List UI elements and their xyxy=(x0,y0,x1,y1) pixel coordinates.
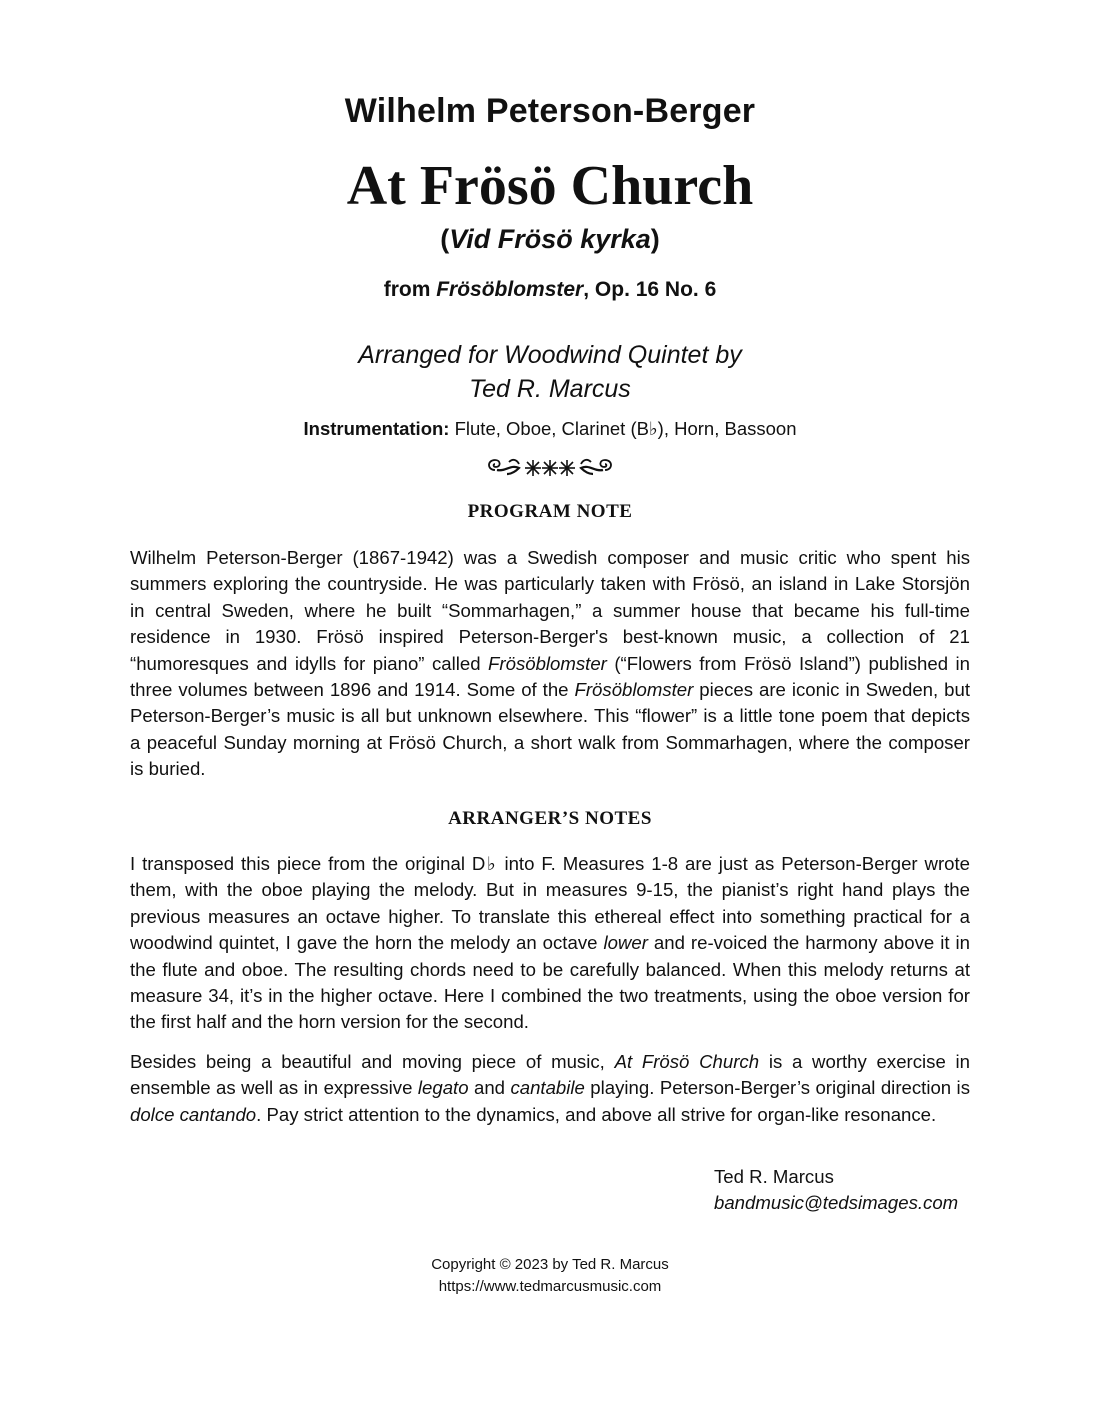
piece-subtitle xyxy=(130,224,970,255)
arrangers-notes-p2-text-4: playing. Peterson-Berger’s original direction is xyxy=(584,1077,970,1099)
arrangers-notes-heading: ARRANGER’S NOTES xyxy=(448,808,652,829)
program-note-heading: PROGRAM NOTE xyxy=(467,501,633,522)
subtitle-close-paren: ) xyxy=(650,224,660,254)
arrangers-notes-text-1: I transposed this piece from the original D♭ into F. Measures 1-8 are just as Peterson-Berger wrote them, with the oboe playing the melody. But in measures 9-15, the pianist’s right hand plays the previous measures an octave higher. To translate this ethereal effect into something practical for a woodwind quintet, I gave the horn the melody an octave xyxy=(130,853,970,954)
program-note-italic-1: Frösöblomster xyxy=(488,652,607,674)
source-prefix: from xyxy=(383,278,437,301)
website-link[interactable]: https://www.tedmarcusmusic.com xyxy=(438,1278,662,1295)
instrumentation-value: Flute, Oboe, Clarinet (B♭), Horn, Bassoon xyxy=(449,418,797,439)
arrangers-notes-text-2: and re-voiced the harmony above it in the flute and oboe. The resulting chords need to be carefully balanced. When this melody returns at measure 34, it’s in the higher octave. Here I combined the two treatments, using the oboe version for the first half and the horn version for the second. xyxy=(130,932,970,1033)
signature-email-link[interactable]: bandmusic@tedsimages.com xyxy=(714,1192,959,1213)
arrangers-notes-p2-text-1: Besides being a beautiful and moving piece of music, xyxy=(130,1051,615,1072)
arranged-line-2: Ted R. Marcus xyxy=(469,375,631,403)
source-opus: , Op. 16 No. 6 xyxy=(583,278,717,301)
arranged-line-1: Arranged for Woodwind Quintet by xyxy=(358,341,742,369)
program-note-italic-2: Frösöblomster xyxy=(574,679,694,701)
arrangers-notes-p2-italic-2: legato xyxy=(417,1077,469,1099)
program-note-text-2: (“Flowers from Frösö Island”) published in three volumes between 1896 and 1914. Some of the xyxy=(130,652,971,701)
source-line xyxy=(130,278,970,302)
source-collection: Frösöblomster xyxy=(436,278,584,301)
instrumentation-label: Instrumentation: xyxy=(303,418,450,439)
arrangers-notes-italic-1: lower xyxy=(603,932,648,954)
signature-name: Ted R. Marcus xyxy=(714,1166,834,1187)
arrangers-notes-paragraph-1 xyxy=(130,851,970,1036)
arrangers-notes-p2-text-5: . Pay strict attention to the dynamics, and above all strive for organ-like resonance. xyxy=(256,1103,937,1125)
subtitle-open-paren: ( xyxy=(440,224,450,254)
arrangers-notes-p2-text-2: is a worthy exercise in ensemble as well as in expressive xyxy=(130,1051,971,1099)
ornament-divider xyxy=(130,454,970,487)
arrangers-notes-p2-italic-3: cantabile xyxy=(510,1077,585,1099)
program-note-text-3: pieces are iconic in Sweden, but Peterson-Berger’s music is all but unknown elsewhere. This “flower” is a little tone poem that depicts a peaceful Sunday morning at Frösö Church, a short walk from Sommarhagen, where the composer is buried. xyxy=(130,679,970,780)
copyright-notice: Copyright © 2023 by Ted R. Marcus xyxy=(431,1256,669,1273)
piece-title: At Frösö Church xyxy=(346,155,754,217)
page-footer xyxy=(130,1254,970,1298)
arranged-by xyxy=(130,338,970,406)
signature-block xyxy=(714,1164,958,1216)
arrangers-notes-p2-italic-1: At Frösö Church xyxy=(614,1051,760,1072)
instrumentation xyxy=(130,418,970,440)
arrangers-notes-paragraph-2 xyxy=(130,1049,970,1128)
composer-name: Wilhelm Peterson-Berger xyxy=(344,92,756,130)
arrangers-notes-p2-italic-4: dolce cantando xyxy=(130,1103,257,1125)
fleuron-ornament-icon xyxy=(485,454,615,482)
subtitle-original-title: Vid Frösö kyrka xyxy=(449,224,651,254)
program-note-text-1: Wilhelm Peterson-Berger (1867-1942) was a Swedish composer and music critic who spent his summers exploring the countryside. He was particularly taken with Frösö, an island in Lake Storsjön in central Sweden, where he built “Sommarhagen,” a summer house that became his full-time residence in 1930. Frösö inspired Peterson-Berger's best-known music, a collection of 21 “humoresques and idylls for piano” called xyxy=(130,547,970,674)
arrangers-notes-p2-text-3: and xyxy=(468,1077,511,1099)
program-note-paragraph xyxy=(130,545,970,783)
